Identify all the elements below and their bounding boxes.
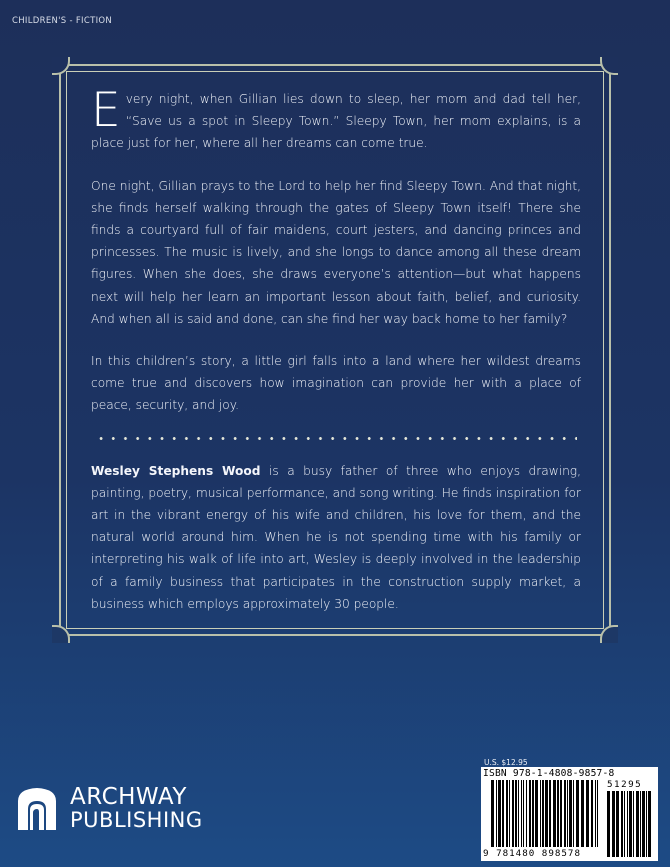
- barcode: [481, 767, 658, 861]
- drop-cap: E: [91, 83, 121, 138]
- publisher-name-line2: PUBLISHING: [70, 808, 203, 832]
- barcode-bar: [646, 791, 647, 857]
- barcode-number: 9 781480 898578: [483, 848, 581, 859]
- frame-corner: [600, 625, 618, 643]
- barcode-bar: [523, 780, 524, 847]
- price-label: U.S. $12.95: [484, 758, 528, 767]
- barcode-bar: [597, 780, 598, 847]
- barcode-bar: [526, 780, 527, 847]
- barcode-bar: [529, 780, 531, 847]
- barcode-bar: [542, 780, 544, 847]
- barcode-bar: [595, 780, 596, 847]
- frame-corner: [600, 57, 618, 75]
- barcode-addon-number: 51295: [607, 779, 643, 790]
- barcode-bar: [586, 780, 589, 847]
- barcode-bar: [591, 780, 593, 847]
- blurb-paragraph-3: In this children’s story, a little girl falls into a land where her wildest dreams come true and discovers how imagination can provide her with a place of peace, security, and joy.: [91, 354, 581, 413]
- archway-logo-icon: [17, 787, 57, 831]
- barcode-bar: [648, 791, 651, 857]
- author-name: Wesley Stephens Wood: [91, 463, 261, 478]
- barcode-bar: [629, 791, 632, 857]
- barcode-bar: [518, 780, 519, 847]
- barcode-bar: [557, 780, 559, 847]
- barcode-bar: [564, 780, 566, 847]
- barcode-bar: [498, 780, 501, 847]
- barcode-bar: [506, 780, 508, 847]
- blurb-paragraph-1: [91, 83, 581, 155]
- barcode-bar: [642, 791, 645, 857]
- barcode-bar: [624, 791, 625, 857]
- barcode-bar: [521, 780, 522, 847]
- barcode-bar: [636, 791, 639, 857]
- barcode-bar: [569, 780, 572, 847]
- isbn-text: ISBN 978-1-4808-9857-8: [483, 768, 615, 779]
- publisher-logo: [17, 784, 227, 836]
- barcode-bar: [549, 780, 551, 847]
- barcode-bar: [512, 780, 514, 847]
- category-label: CHILDREN'S - FICTION: [12, 16, 113, 26]
- barcode-bar: [627, 791, 628, 857]
- blurb-paragraph-2: One night, Gillian prays to the Lord to help her find Sleepy Town. And that night, she finds herself walking through the gates of Sleepy Town itself! There she finds a courtyard full of fair maidens, court jesters, and dancing princes and princesses. The music is lively, and she longs to dance among all these dream figures. When she does, she draws everyone’s attention—but what happens next will help her learn an important lesson about faith, belief, and curiosity. And when all is said and done, can she find her way back home to her family?: [91, 178, 581, 326]
- barcode-bar: [502, 780, 504, 847]
- barcode-bar: [621, 791, 623, 857]
- frame-corner: [52, 625, 70, 643]
- barcode-bar: [573, 780, 574, 847]
- publisher-name-line1: ARCHWAY: [70, 784, 187, 810]
- barcode-bar: [532, 780, 534, 847]
- barcode-bar: [509, 780, 510, 847]
- frame-corner: [52, 57, 70, 75]
- barcode-bar: [612, 791, 615, 857]
- barcode-bar: [491, 780, 494, 847]
- blurb-paragraph-1-text: very night, when Gillian lies down to sleep, her mom and dad tell her, “Save us a spot in Sleepy Town.” Sleepy Town, her mom explains, is a place just for her, where all her dreams can come true.: [91, 92, 581, 151]
- author-bio: [91, 460, 581, 615]
- barcode-bar: [496, 780, 497, 847]
- barcode-bar: [515, 780, 517, 847]
- barcode-bar: [616, 791, 619, 857]
- back-cover-text: [91, 83, 581, 635]
- barcode-bar: [581, 780, 584, 847]
- barcode-bar: [560, 780, 562, 847]
- barcode-bar: [633, 791, 634, 857]
- barcode-bar: [553, 780, 556, 847]
- barcode-bar: [567, 780, 568, 847]
- barcode-bar: [535, 780, 538, 847]
- barcode-bar: [607, 791, 610, 857]
- dotted-divider: [95, 437, 577, 440]
- barcode-bar: [545, 780, 548, 847]
- barcode-bar: [640, 791, 641, 857]
- barcode-bar: [576, 780, 579, 847]
- author-bio-text: is a busy father of three who enjoys drawing, painting, poetry, musical performance, and song writing. He finds inspiration for art in the vibrant energy of his wife and children, his love for them, and the natural world around him. When he is not spending time with his family or interpreting his walk of life into art, Wesley is deeply involved in the leadership of a family business that participates in the construction supply market, a business which employs approximately 30 people.: [91, 463, 581, 611]
- barcode-bar: [540, 780, 541, 847]
